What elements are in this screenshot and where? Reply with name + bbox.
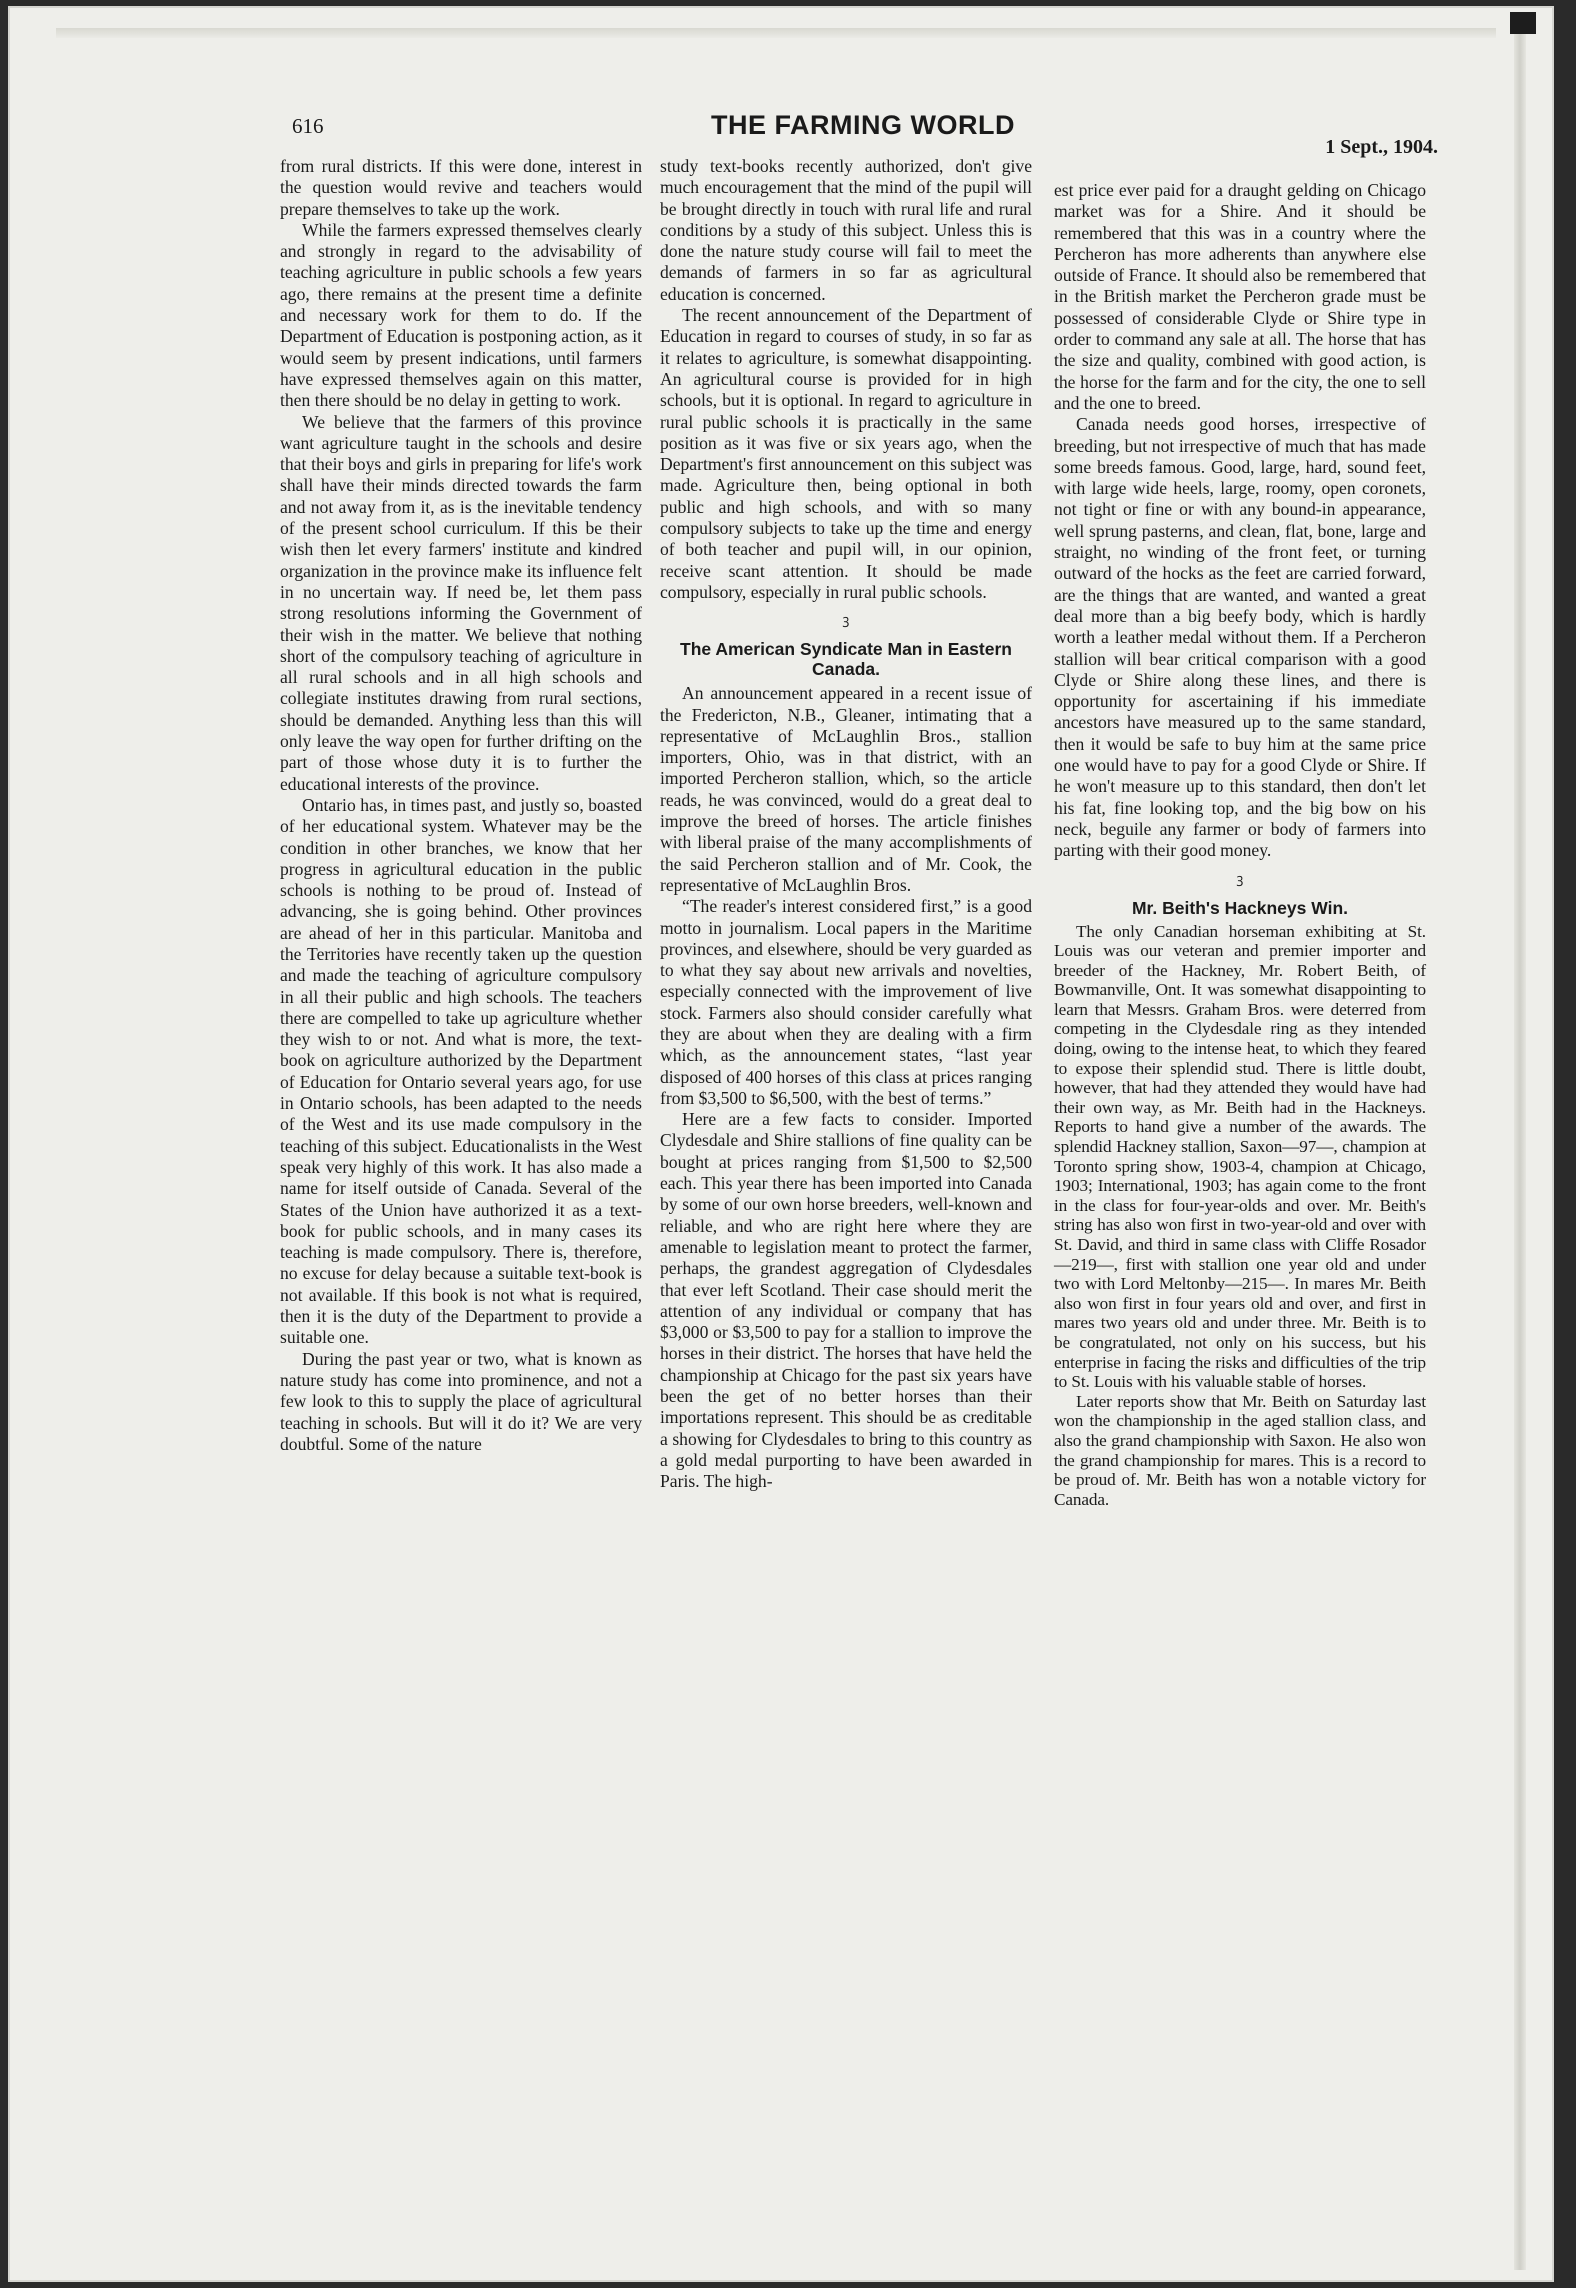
issue-date: 1 Sept., 1904. [1325,136,1438,158]
paragraph: During the past year or two, what is known as nature study has come into prominence, and not a few look to this to supply the place of agricultural teaching in schools. But will it do it? We are very doubtful. Some of the nature [280,1348,642,1454]
paragraph: Here are a few facts to consider. Imported Clydesdale and Shire stallions of fine quality can be bought at prices ranging from $1,500 to $2,500 each. This year there has been imported into Canada by some of our own horse breeders, well-known and reliable, and who are right here where they are amenable to legislation meant to protect the farmer, perhaps, the grandest aggregation of Clydesdales that ever left Scotland. Their case should merit the attention of any individual or company that has $3,000 or $3,500 to pay for a stallion to improve the horses in their district. The horses that have held the championship at Chicago for the past six years have been the get of no better horses than their importations represent. This should be as creditable a showing for Clydesdales to bring to this country as a gold medal purporting to have been awarded in Paris. The high- [660,1109,1032,1492]
article-column-1 [280,156,642,1455]
newspaper-page [8,6,1554,2282]
paragraph: We believe that the farmers of this province want agriculture taught in the schools and desire that their boys and girls in preparing for life's work shall have their minds directed towards the farm and not away from it, as is the inevitable tendency of the present school curriculum. If this be their wish then let every farmers' institute and kindred organization in the province make its influence felt in no uncertain way. If need be, let them pass strong resolutions informing the Government of their wish in the matter. We believe that nothing short of the compulsory teaching of agriculture in all rural schools and in all high schools and collegiate institutes drawing from rural sections, should be demanded. Anything less than this will only leave the way open for further drifting on the part of those whose duty it is to further the educational interests of the province. [280,411,642,794]
article-heading: Mr. Beith's Hackneys Win. [1131,897,1348,918]
section-ornament: ꝫ [1236,870,1244,886]
paragraph: est price ever paid for a draught gelding on Chicago market was for a Shire. And it should be remembered that this was in a country where the Percheron has more adherents than anywhere else outside of France. It should also be remembered that in the British market the Percheron grade must be possessed of considerable Clyde or Shire type in order to command any sale at all. The horse that has the size and quality, combined with good action, is the horse for the farm and for the city, the one to sell and the one to breed. [1054,180,1426,413]
dense-text-block [1054,922,1426,1510]
paragraph: study text-books recently authorized, don't give much encouragement that the mind of the pupil will be brought directly in touch with rural life and rural conditions by a study of this subject. Unless this is done the nature study course will fail to meet the demands of farmers in so far as agricultural education is concerned. [660,156,1032,304]
paragraph: Canada needs good horses, irrespective of breeding, but not irrespective of much that has made some breeds famous. Good, large, hard, sound feet, with large wide heels, large, roomy, open coronets, not tight or fine or with any bound-in appearance, well sprung pasterns, and clean, flat, bone, large and straight, no winding of the front feet, or turning outward of the hocks as the feet are carried forward, are the things that are wanted, and wanted a great deal more than a big beefy body, which is hardly worth a leather medal without them. If a Percheron stallion will bear critical comparison with a good Clyde or Shire along these lines, and there is opportunity for ascertaining if his immediate ancestors have measured up to the same standard, then it would be safe to buy him at the same price one would have to pay for a good Clyde or Shire. If he won't measure up to this standard, then don't let his fat, fine looking top, and the big bow on his neck, beguile any farmer or body of farmers into parting with their good money. [1054,414,1426,861]
journal-title: THE FARMING WORLD [711,110,1015,140]
page-top-edge [56,28,1496,38]
page-right-edge [1514,30,1526,2270]
section-ornament: ꝫ [842,612,850,628]
paragraph: Ontario has, in times past, and justly so, boasted of her educational system. Whatever may be the condition in other branches, we know that her progress in agricultural education in the public schools is nothing to be proud of. Instead of advancing, she is going behind. Other provinces are ahead of her in this particular. Manitoba and the Territories have recently taken up the question and made the teaching of agriculture compulsory in all their public and high schools. The teachers there are compelled to take up agriculture whether they wish to or not. And what is more, the text-book on agriculture authorized by the Department of Education for Ontario several years ago, for use in Ontario schools, has been adapted to the needs of the West and its use made compulsory in the teaching of this subject. Educationalists in the West speak very highly of this work. It has also made a name for itself outside of Canada. Several of the States of the Union have authorized it as a text-book for public schools, and in many cases its teaching is made compulsory. There is, therefore, no excuse for delay because a suitable text-book is not available. If this book is not what is required, then it is the duty of the Department to provide a suitable one. [280,794,642,1348]
paragraph: An announcement appeared in a recent issue of the Fredericton, N.B., Gleaner, intimating that a representative of McLaughlin Bros., stallion importers, Ohio, was in that district, with an imported Percheron stallion, which, so the article reads, he was convinced, would do a great deal to improve the breed of horses. The article finishes with liberal praise of the many accomplishments of the said Percheron stallion and of Mr. Cook, the representative of McLaughlin Bros. [660,683,1032,895]
paragraph: The only Canadian horseman exhibiting at St. Louis was our veteran and premier importer and breeder of the Hackney, Mr. Robert Beith, of Bowmanville, Ont. It was somewhat disappointing to learn that Messrs. Graham Bros. were deterred from competing in the Clydesdale ring as they intended doing, owing to the intense heat, to which they feared to expose their splendid stud. There is little doubt, however, that had they attended they would have had their own way, as Mr. Beith had in the Hackneys. Reports to hand give a number of the awards. The splendid Hackney stallion, Saxon—97—, champion at Toronto spring show, 1903-4, champion at Chicago, 1903; International, 1903; has again come to the front in the class for four-year-olds and over. Mr. Beith's string has also won first in two-year-old and over with St. David, and third in same class with Cliffe Rosador—219—, first with stallion one year old and under two with Lord Meltonby—215—. In mares Mr. Beith also won first in four years old and over, and first in mares two years old and under three. Mr. Beith is to be congratulated, not only on his success, but his enterprise in facing the risks and difficulties of the trip to St. Louis with his valuable stable of horses. [1054,921,1426,1392]
paragraph: from rural districts. If this were done, interest in the question would revive and teachers would prepare themselves to take up the work. [280,156,642,219]
page-header [288,110,1438,158]
article-heading: The American Syndicate Man in Eastern Canada. [680,639,1012,680]
article-column-3 [1054,180,1426,1509]
page-number: 616 [292,114,324,138]
scan-corner-mark [1510,12,1536,34]
article-column-2 [660,156,1032,1493]
paragraph: “The reader's interest considered first,” is a good motto in journalism. Local papers in the Maritime provinces, and elsewhere, should be very guarded as to what they say about new arrivals and novelties, especially connected with the improvement of live stock. Farmers also should consider carefully what they are about when they are dealing with a firm which, as the announcement states, “last year disposed of 400 horses of this class at prices ranging from $3,500 to $6,500, with the best of terms.” [660,896,1032,1108]
paragraph: Later reports show that Mr. Beith on Saturday last won the championship in the aged stallion class, and also the grand championship with Saxon. He also won the grand championship for mares. This is a record to be proud of. Mr. Beith has won a notable victory for Canada. [1054,1391,1426,1509]
paragraph: While the farmers expressed themselves clearly and strongly in regard to the advisability of teaching agriculture in public schools a few years ago, there remains at the present time a definite and necessary work for them to do. If the Department of Education is postponing action, as it would seem by present indications, until farmers have expressed themselves again on this matter, then there should be no delay in getting to work. [280,219,642,411]
paragraph: The recent announcement of the Department of Education in regard to courses of study, in so far as it relates to agriculture, is somewhat disappointing. An agricultural course is provided for in high schools, but it is optional. In regard to agriculture in rural public schools it is practically in the same position as it was five or six years ago, when the Department's first announcement on this subject was made. Agriculture then, being optional in both public and high schools, and with so many compulsory subjects to take up the time and energy of both teacher and pupil will, in our opinion, receive scant attention. It should be made compulsory, especially in rural public schools. [660,305,1032,602]
